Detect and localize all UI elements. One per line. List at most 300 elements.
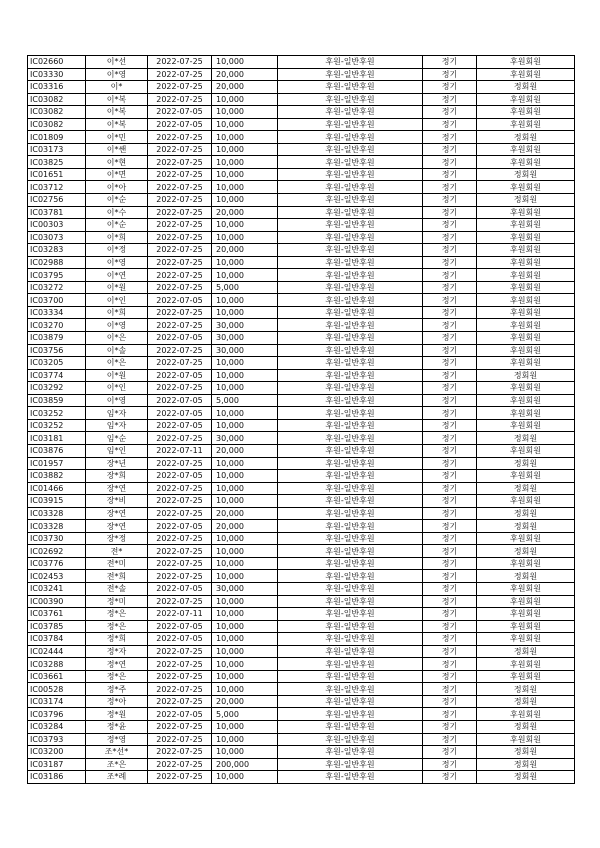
amount-cell: 20,000	[212, 244, 278, 257]
donation-date-cell: 2022-07-25	[148, 306, 212, 319]
member-type-cell: 후원회원	[477, 306, 575, 319]
donation-date-cell: 2022-07-25	[148, 658, 212, 671]
type-cell: 정기	[423, 231, 477, 244]
table-row	[28, 382, 575, 395]
table-row	[28, 68, 575, 81]
type-cell: 정기	[423, 56, 477, 69]
category-cell: 후원-일반후원	[278, 131, 423, 144]
type-cell: 정기	[423, 620, 477, 633]
member-type-cell: 정회원	[477, 545, 575, 558]
member-type-cell: 정회원	[477, 695, 575, 708]
type-cell: 정기	[423, 419, 477, 432]
type-cell: 정기	[423, 507, 477, 520]
amount-cell: 5,000	[212, 281, 278, 294]
donor-name-cell: 정*주	[86, 683, 148, 696]
category-cell: 후원-일반후원	[278, 457, 423, 470]
category-cell: 후원-일반후원	[278, 771, 423, 784]
donor-name-cell: 정*영	[86, 733, 148, 746]
donor-name-cell: 장*연	[86, 507, 148, 520]
amount-cell: 10,000	[212, 143, 278, 156]
donor-name-cell: 정*윤	[86, 720, 148, 733]
table-row	[28, 181, 575, 194]
donor-name-cell: 이*영	[86, 256, 148, 269]
type-cell: 정기	[423, 407, 477, 420]
amount-cell: 10,000	[212, 633, 278, 646]
donor-id-cell: IC03756	[28, 344, 86, 357]
type-cell: 정기	[423, 194, 477, 207]
member-type-cell: 정회원	[477, 457, 575, 470]
amount-cell: 10,000	[212, 683, 278, 696]
member-type-cell: 정회원	[477, 432, 575, 445]
donation-date-cell: 2022-07-05	[148, 407, 212, 420]
type-cell: 정기	[423, 595, 477, 608]
donor-id-cell: IC03859	[28, 394, 86, 407]
type-cell: 정기	[423, 369, 477, 382]
table-row	[28, 444, 575, 457]
category-cell: 후원-일반후원	[278, 294, 423, 307]
table-row	[28, 720, 575, 733]
table-row	[28, 206, 575, 219]
donation-date-cell: 2022-07-25	[148, 168, 212, 181]
amount-cell: 30,000	[212, 582, 278, 595]
category-cell: 후원-일반후원	[278, 281, 423, 294]
table-row	[28, 156, 575, 169]
table-row	[28, 332, 575, 345]
member-type-cell: 정회원	[477, 81, 575, 94]
donor-id-cell: IC00303	[28, 219, 86, 232]
member-type-cell: 후원회원	[477, 206, 575, 219]
donor-id-cell: IC03082	[28, 118, 86, 131]
table-row	[28, 319, 575, 332]
category-cell: 후원-일반후원	[278, 143, 423, 156]
type-cell: 정기	[423, 68, 477, 81]
category-cell: 후원-일반후원	[278, 194, 423, 207]
donor-name-cell: 정*은	[86, 670, 148, 683]
donor-id-cell: IC03712	[28, 181, 86, 194]
amount-cell: 10,000	[212, 231, 278, 244]
donation-date-cell: 2022-07-25	[148, 269, 212, 282]
donor-name-cell: 정*자	[86, 645, 148, 658]
amount-cell: 10,000	[212, 545, 278, 558]
donation-date-cell: 2022-07-25	[148, 758, 212, 771]
type-cell: 정기	[423, 269, 477, 282]
type-cell: 정기	[423, 432, 477, 445]
amount-cell: 10,000	[212, 658, 278, 671]
member-type-cell: 후원회원	[477, 344, 575, 357]
member-type-cell: 후원회원	[477, 670, 575, 683]
type-cell: 정기	[423, 520, 477, 533]
donor-id-cell: IC03700	[28, 294, 86, 307]
category-cell: 후원-일반후원	[278, 582, 423, 595]
donor-name-cell: 이*복	[86, 118, 148, 131]
amount-cell: 10,000	[212, 369, 278, 382]
donor-name-cell: 이*순	[86, 194, 148, 207]
category-cell: 후원-일반후원	[278, 382, 423, 395]
amount-cell: 10,000	[212, 470, 278, 483]
donor-name-cell: 이*선	[86, 56, 148, 69]
member-type-cell: 후원회원	[477, 156, 575, 169]
member-type-cell: 후원회원	[477, 608, 575, 621]
donor-id-cell: IC03241	[28, 582, 86, 595]
donor-name-cell: 장*비	[86, 495, 148, 508]
category-cell: 후원-일반후원	[278, 269, 423, 282]
amount-cell: 20,000	[212, 695, 278, 708]
donation-date-cell: 2022-07-25	[148, 507, 212, 520]
member-type-cell: 후원회원	[477, 106, 575, 119]
donor-id-cell: IC03330	[28, 68, 86, 81]
category-cell: 후원-일반후원	[278, 319, 423, 332]
amount-cell: 10,000	[212, 532, 278, 545]
donor-name-cell: 정*원	[86, 708, 148, 721]
amount-cell: 10,000	[212, 733, 278, 746]
donation-date-cell: 2022-07-25	[148, 131, 212, 144]
member-type-cell: 후원회원	[477, 394, 575, 407]
donation-date-cell: 2022-07-05	[148, 620, 212, 633]
type-cell: 정기	[423, 532, 477, 545]
table-row	[28, 306, 575, 319]
donor-id-cell: IC03284	[28, 720, 86, 733]
donor-id-cell: IC03316	[28, 81, 86, 94]
type-cell: 정기	[423, 746, 477, 759]
donor-id-cell: IC03825	[28, 156, 86, 169]
donor-name-cell: 이*영	[86, 68, 148, 81]
type-cell: 정기	[423, 444, 477, 457]
table-row	[28, 557, 575, 570]
donor-name-cell: 이*은	[86, 332, 148, 345]
amount-cell: 10,000	[212, 256, 278, 269]
table-row	[28, 658, 575, 671]
table-row	[28, 131, 575, 144]
donation-table	[27, 55, 575, 784]
category-cell: 후원-일반후원	[278, 482, 423, 495]
member-type-cell: 후원회원	[477, 444, 575, 457]
type-cell: 정기	[423, 658, 477, 671]
donor-id-cell: IC03174	[28, 695, 86, 708]
amount-cell: 20,000	[212, 520, 278, 533]
member-type-cell: 후원회원	[477, 68, 575, 81]
category-cell: 후원-일반후원	[278, 507, 423, 520]
donor-id-cell: IC03082	[28, 93, 86, 106]
table-row	[28, 507, 575, 520]
donor-id-cell: IC03761	[28, 608, 86, 621]
table-row	[28, 357, 575, 370]
type-cell: 정기	[423, 219, 477, 232]
table-row	[28, 746, 575, 759]
category-cell: 후원-일반후원	[278, 570, 423, 583]
table-row	[28, 758, 575, 771]
member-type-cell: 후원회원	[477, 143, 575, 156]
type-cell: 정기	[423, 143, 477, 156]
table-row	[28, 168, 575, 181]
member-type-cell: 후원회원	[477, 219, 575, 232]
donor-id-cell: IC02756	[28, 194, 86, 207]
amount-cell: 10,000	[212, 746, 278, 759]
category-cell: 후원-일반후원	[278, 495, 423, 508]
member-type-cell: 정회원	[477, 482, 575, 495]
donor-name-cell: 정*희	[86, 633, 148, 646]
table-row	[28, 231, 575, 244]
category-cell: 후원-일반후원	[278, 394, 423, 407]
category-cell: 후원-일반후원	[278, 256, 423, 269]
donor-name-cell: 이*원	[86, 281, 148, 294]
donation-date-cell: 2022-07-25	[148, 746, 212, 759]
amount-cell: 10,000	[212, 269, 278, 282]
category-cell: 후원-일반후원	[278, 720, 423, 733]
table-row	[28, 294, 575, 307]
category-cell: 후원-일반후원	[278, 332, 423, 345]
table-row	[28, 219, 575, 232]
category-cell: 후원-일반후원	[278, 206, 423, 219]
donation-date-cell: 2022-07-25	[148, 281, 212, 294]
type-cell: 정기	[423, 294, 477, 307]
category-cell: 후원-일반후원	[278, 93, 423, 106]
type-cell: 정기	[423, 394, 477, 407]
amount-cell: 10,000	[212, 645, 278, 658]
category-cell: 후원-일반후원	[278, 444, 423, 457]
table-row	[28, 645, 575, 658]
donor-name-cell: 이*쌘	[86, 143, 148, 156]
type-cell: 정기	[423, 482, 477, 495]
type-cell: 정기	[423, 683, 477, 696]
table-row	[28, 620, 575, 633]
amount-cell: 20,000	[212, 206, 278, 219]
donor-id-cell: IC00390	[28, 595, 86, 608]
donor-name-cell: 이*민	[86, 131, 148, 144]
type-cell: 정기	[423, 382, 477, 395]
type-cell: 정기	[423, 206, 477, 219]
donation-date-cell: 2022-07-25	[148, 143, 212, 156]
amount-cell: 10,000	[212, 118, 278, 131]
donation-date-cell: 2022-07-25	[148, 231, 212, 244]
donation-date-cell: 2022-07-25	[148, 557, 212, 570]
amount-cell: 20,000	[212, 68, 278, 81]
table-row	[28, 495, 575, 508]
type-cell: 정기	[423, 357, 477, 370]
donor-id-cell: IC03661	[28, 670, 86, 683]
member-type-cell: 후원회원	[477, 357, 575, 370]
donation-date-cell: 2022-07-25	[148, 545, 212, 558]
member-type-cell: 정회원	[477, 758, 575, 771]
category-cell: 후원-일반후원	[278, 156, 423, 169]
member-type-cell: 후원회원	[477, 582, 575, 595]
donor-id-cell: IC03795	[28, 269, 86, 282]
category-cell: 후원-일반후원	[278, 118, 423, 131]
donation-date-cell: 2022-07-25	[148, 319, 212, 332]
donor-id-cell: IC01957	[28, 457, 86, 470]
donation-date-cell: 2022-07-25	[148, 206, 212, 219]
donor-id-cell: IC03334	[28, 306, 86, 319]
donation-date-cell: 2022-07-25	[148, 532, 212, 545]
donor-name-cell: 이*면	[86, 168, 148, 181]
donor-id-cell: IC03776	[28, 557, 86, 570]
table-row	[28, 269, 575, 282]
donor-name-cell: 정*미	[86, 595, 148, 608]
amount-cell: 10,000	[212, 131, 278, 144]
amount-cell: 10,000	[212, 382, 278, 395]
donor-name-cell: 이*순	[86, 219, 148, 232]
category-cell: 후원-일반후원	[278, 532, 423, 545]
donor-name-cell: 이*영	[86, 319, 148, 332]
donor-id-cell: IC01466	[28, 482, 86, 495]
donor-name-cell: 장*연	[86, 482, 148, 495]
donation-date-cell: 2022-07-25	[148, 256, 212, 269]
member-type-cell: 후원회원	[477, 708, 575, 721]
amount-cell: 30,000	[212, 344, 278, 357]
donor-name-cell: 장*연	[86, 520, 148, 533]
donor-id-cell: IC03186	[28, 771, 86, 784]
member-type-cell: 후원회원	[477, 319, 575, 332]
donation-date-cell: 2022-07-05	[148, 470, 212, 483]
donor-id-cell: IC02660	[28, 56, 86, 69]
donation-date-cell: 2022-07-05	[148, 294, 212, 307]
amount-cell: 10,000	[212, 570, 278, 583]
table-row	[28, 457, 575, 470]
type-cell: 정기	[423, 181, 477, 194]
amount-cell: 30,000	[212, 319, 278, 332]
amount-cell: 30,000	[212, 332, 278, 345]
type-cell: 정기	[423, 93, 477, 106]
category-cell: 후원-일반후원	[278, 733, 423, 746]
category-cell: 후원-일반후원	[278, 419, 423, 432]
donation-date-cell: 2022-07-25	[148, 645, 212, 658]
table-row	[28, 633, 575, 646]
amount-cell: 5,000	[212, 394, 278, 407]
donor-id-cell: IC00528	[28, 683, 86, 696]
donor-name-cell: 이*영	[86, 394, 148, 407]
donor-name-cell: 이*복	[86, 106, 148, 119]
donor-id-cell: IC02988	[28, 256, 86, 269]
type-cell: 정기	[423, 244, 477, 257]
type-cell: 정기	[423, 319, 477, 332]
donor-id-cell: IC03292	[28, 382, 86, 395]
donation-date-cell: 2022-07-25	[148, 695, 212, 708]
donor-id-cell: IC03205	[28, 357, 86, 370]
member-type-cell: 후원회원	[477, 256, 575, 269]
table-row	[28, 56, 575, 69]
category-cell: 후원-일반후원	[278, 68, 423, 81]
member-type-cell: 후원회원	[477, 56, 575, 69]
donation-date-cell: 2022-07-25	[148, 244, 212, 257]
member-type-cell: 정회원	[477, 520, 575, 533]
donor-name-cell: 정*은	[86, 608, 148, 621]
member-type-cell: 후원회원	[477, 532, 575, 545]
donor-id-cell: IC03796	[28, 708, 86, 721]
type-cell: 정기	[423, 332, 477, 345]
table-row	[28, 281, 575, 294]
category-cell: 후원-일반후원	[278, 645, 423, 658]
donor-id-cell: IC03781	[28, 206, 86, 219]
type-cell: 정기	[423, 633, 477, 646]
type-cell: 정기	[423, 495, 477, 508]
type-cell: 정기	[423, 570, 477, 583]
amount-cell: 10,000	[212, 771, 278, 784]
member-type-cell: 후원회원	[477, 118, 575, 131]
donor-name-cell: 이*은	[86, 357, 148, 370]
category-cell: 후원-일반후원	[278, 758, 423, 771]
amount-cell: 10,000	[212, 156, 278, 169]
table-row	[28, 520, 575, 533]
member-type-cell: 후원회원	[477, 281, 575, 294]
donor-id-cell: IC03915	[28, 495, 86, 508]
amount-cell: 10,000	[212, 620, 278, 633]
category-cell: 후원-일반후원	[278, 231, 423, 244]
category-cell: 후원-일반후원	[278, 695, 423, 708]
type-cell: 정기	[423, 645, 477, 658]
donor-name-cell: 이*인	[86, 294, 148, 307]
donation-date-cell: 2022-07-25	[148, 771, 212, 784]
table-row	[28, 570, 575, 583]
type-cell: 정기	[423, 720, 477, 733]
donor-id-cell: IC02453	[28, 570, 86, 583]
table-row	[28, 432, 575, 445]
donation-date-cell: 2022-07-05	[148, 106, 212, 119]
category-cell: 후원-일반후원	[278, 81, 423, 94]
donation-date-cell: 2022-07-05	[148, 419, 212, 432]
type-cell: 정기	[423, 256, 477, 269]
amount-cell: 10,000	[212, 93, 278, 106]
donor-name-cell: 임*인	[86, 444, 148, 457]
donor-name-cell: 조*은	[86, 758, 148, 771]
category-cell: 후원-일반후원	[278, 56, 423, 69]
member-type-cell: 후원회원	[477, 419, 575, 432]
table-row	[28, 344, 575, 357]
type-cell: 정기	[423, 131, 477, 144]
table-row	[28, 482, 575, 495]
member-type-cell: 정회원	[477, 771, 575, 784]
amount-cell: 10,000	[212, 595, 278, 608]
member-type-cell: 정회원	[477, 194, 575, 207]
member-type-cell: 후원회원	[477, 495, 575, 508]
category-cell: 후원-일반후원	[278, 306, 423, 319]
donor-name-cell: 조*례	[86, 771, 148, 784]
amount-cell: 10,000	[212, 106, 278, 119]
donation-date-cell: 2022-07-25	[148, 720, 212, 733]
category-cell: 후원-일반후원	[278, 369, 423, 382]
type-cell: 정기	[423, 733, 477, 746]
donor-name-cell: 이*아	[86, 181, 148, 194]
type-cell: 정기	[423, 771, 477, 784]
amount-cell: 30,000	[212, 432, 278, 445]
donation-date-cell: 2022-07-11	[148, 608, 212, 621]
table-row	[28, 771, 575, 784]
donor-name-cell: 전*솔	[86, 582, 148, 595]
type-cell: 정기	[423, 156, 477, 169]
donor-name-cell: 임*자	[86, 407, 148, 420]
category-cell: 후원-일반후원	[278, 658, 423, 671]
amount-cell: 10,000	[212, 457, 278, 470]
donation-date-cell: 2022-07-25	[148, 595, 212, 608]
donation-date-cell: 2022-07-05	[148, 369, 212, 382]
donation-date-cell: 2022-07-25	[148, 382, 212, 395]
category-cell: 후원-일반후원	[278, 608, 423, 621]
type-cell: 정기	[423, 557, 477, 570]
donor-id-cell: IC03288	[28, 658, 86, 671]
amount-cell: 10,000	[212, 219, 278, 232]
table-row	[28, 369, 575, 382]
type-cell: 정기	[423, 582, 477, 595]
type-cell: 정기	[423, 81, 477, 94]
category-cell: 후원-일반후원	[278, 244, 423, 257]
table-row	[28, 608, 575, 621]
member-type-cell: 후원회원	[477, 181, 575, 194]
member-type-cell: 정회원	[477, 369, 575, 382]
donation-date-cell: 2022-07-05	[148, 520, 212, 533]
member-type-cell: 정회원	[477, 570, 575, 583]
member-type-cell: 후원회원	[477, 557, 575, 570]
donation-date-cell: 2022-07-05	[148, 118, 212, 131]
table-row	[28, 256, 575, 269]
amount-cell: 10,000	[212, 495, 278, 508]
